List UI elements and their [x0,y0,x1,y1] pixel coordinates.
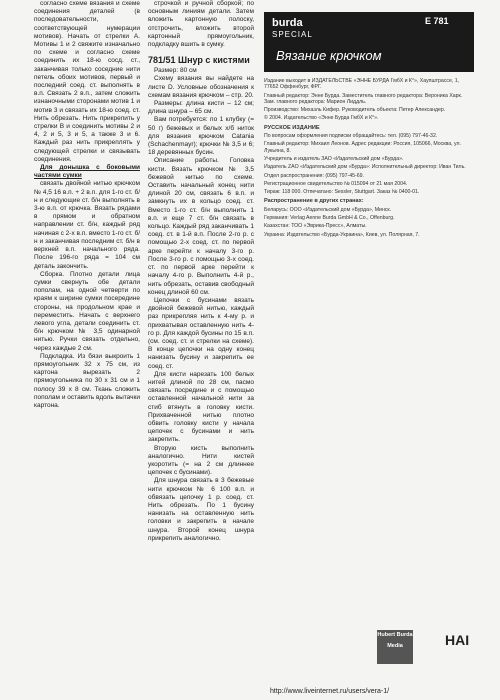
magazine-title: Вязание крючком [276,48,382,63]
pattern-size: Размер: 80 см [154,67,197,75]
paragraph: Для кисти нарезать 100 белых нитей длиной по 28 см, пасмо связать посредине и с помощью оставленной начальной нити за стиб втянуть в головку кисти. Прихваченной нитью плотно обвить головку кисти у начала цепочек с бусинами и нить закрепить. [148,370,254,444]
publisher-logo: HAI [445,632,470,648]
issue-number: E 781 [425,16,449,26]
imprint-line: Издатель ZAO «Издательский дом «Бурда»: Исполнительный директор: Иван Тиль. [264,164,466,171]
paragraph: Описание работы. Головка кисти. Вязать крючком № 3,5 бежевой нитью по схеме. Оставить начальный конец нити длиной 20 см, связать 6 в.п. и замкнуть их в кольцо соед. ст. Вместо 1-го ст. б/н выполнить 1 в.п. и еще 7 ст. б/н связать в кольцо. Каждый ряд заканчивать 1 соед. ст. в 1-й в.п. После 2-го р. с помощью 2-х соед. ст. по первой арке перейти к началу 3-го р. После 3-го р. с помощью 3-х соед. ст. по первой арке перейти к началу 4-го р. Выполнить 4-й р., нить обрезать, оставив свободный конец длиной 60 см. [148,157,254,296]
paragraph: Схему вязания вы найдете на листе D. Условные обозначения к схемам вязания крючком – стр. 20. [148,75,254,99]
imprint-line: Украина: Издательство «Бурда-Украина», Киев, ул. Полярная, 7. [264,231,420,238]
imprint-line: Беларусь: ООО «Издательский дом «Бурда», Минск. [264,206,392,213]
hubert-burda-media-logo: Hubert Burda Media [377,630,413,664]
section-heading: Для донышка с боковыми частями сумки [34,164,140,180]
paragraph: Для шнура связать в 3 бежевые нити крючком № 6 100 в.п. и обвязать цепочку 1 р. соед. ст. Нить обрезать. По 1 бусину нанизать на оставленную нить головки и закрепить в начале шнура. Второй конец шнура прикрепить аналогично. [148,477,254,542]
paragraph: Подкладка. Из бязи выкроить 1 прямоугольник 32 х 75 см, из картона вырезать 2 прямоугольника по 30 х 31 см и 1 полосу 39 х 8 см. Ткань сложить пополам и оставить вдоль вытачки картона. [34,352,140,409]
imprint-line: Производство: Михаэль Кифер. Руководитель объекта: Петер Александер. [264,107,446,114]
text-column-left [34,0,140,410]
pattern-title: 781/51 Шнур с кистями [148,55,250,66]
source-url[interactable]: http://www.liveinternet.ru/users/vera-1/ [270,688,390,695]
imprint-line: Тираж: 118 000. Отпечатано: Sessler, Stuttgart. Заказ № 0400-01. [264,189,420,196]
imprint-line: Казахстан: ТОО «Эврика-Пресс», Алматы. [264,223,367,230]
paragraph: Вторую кисть выполнить аналогично. Нити кистей укоротить (= на 2 см длиннее цепочек с бусинами). [148,444,254,477]
imprint-line: Германия: Verlag Aenne Burda GmbH & Co., Offenburg. [264,215,395,222]
paragraph: Вам потребуется: по 1 клубку (= 50 г) бежевых и белых х/б ниток для вязания крючком Catania (Schachenmayr); крючки № 3,5 и 6; 18 деревянных бусин. [148,116,254,157]
imprint-line: По вопросам оформления подписки обращайтесь: тел. (095) 797-46-32. [264,133,438,140]
imprint-line: Регистрационное свидетельство № 015094 от 21 мая 2004. [264,180,408,187]
paragraph: строчкой и ручной сборкой; по основным линиям детали. Затем вложить картонную полоску, отстрочить, вложить второй картонный прямоугольник, подкладку вшить в сумку. [148,0,254,49]
imprint-block [264,78,474,240]
imprint-line: Отдел распространения: (095) 797-45-69. [264,172,364,179]
imprint-line: Главный редактор: Энне Бурда. Заместитель главного редактора: Вероника Харк. Зам. главного редактора: Марион Лиддль. [264,92,463,105]
paragraph: Размеры: длина кисти – 12 см; длина шнура – 65 см. [148,100,254,116]
paragraph: связать двойной нитью крючком № 4,5 16 в.п. + 2 в.п. для 1-го ст. б/н и следующие ст. б/н выполнять в 3-ю в.п. от крючка. Вязать рядами в прямом и обратном направлении ст. б/н, каждый ряд начиная с 2-х в.п. вместо 1-го ст. б/н и заканчивая последним ст. б/н в верхней в.п. начального ряда. После 196-го ряда = 104 см деталь закончить. [34,180,141,270]
imprint-section: Распространение в других странах: [264,198,364,205]
paragraph: Цепочки с бусинами вязать двойной бежевой нитью, каждый раз прикрепляя нить к 4-му р. и прихватывая оставленную нить 4-го р. Для каждой бусины по 15 в.п. (см. соед. ст. и стрелки на схеме). В конце цепочки на одну конец нанизать бусину и закрепить ее соед. ст. [148,296,254,370]
imprint-section: РУССКОЕ ИЗДАНИЕ [264,124,320,131]
text-column-middle [148,0,254,543]
imprint-line: Издание выходит в ИЗДАТЕЛЬСТВЕ «ЭННЕ БУРДА ГмбХ и К°», Хаупштрассе, 1, 77652 Оффенбург, ФРГ. [264,78,460,91]
imprint-line: Учредитель и издатель ЗАО «Издательский дом «Бурда». [264,155,404,162]
paragraph: Сборка. Плотно детали лица сумки свернуть обе детали пополам, на одной четверти по краям к ширине сумки посередине стороны, на продольном крае и переместить. Начать с верхнего левого угла, детали соединить ст. б/н крючком № 3,5 одинарной нитью. Ручки связать отдельно, через каждые 2 см. [34,270,140,352]
brand-special: SPECIAL [272,30,313,39]
imprint-line: © 2004. Издательство «Энне Бурда ГмбХ и К°». [264,115,379,122]
brand-logo: burda [272,17,303,29]
imprint-line: Главный редактор: Михаил Леонов. Адрес редакции: Россия, 105066, Москва, ул. Лукьяна, 8. [264,141,461,154]
paragraph: согласно схеме вязания и схеме соединения деталей (в последовательности, соответствующей нумерации мотивов). Начать от стрелки A. Мотивы 1 и 2 свяжите изначально по схеме и согласно схеме соединить их 18-ю сосд. ст., заканчивая только соседние нити петель обоих мотивов, первый и последний соед. ст. выполнять в в.п. Связать 2 в.п., затем сложить изнаночными сторонами мотив 1 и мотив 3 и связать их 18-ю соед. ст. Нить обрезать. Нить прикрепить у стрелки B и соединить мотивы 2 и 4, 2 и 5, 3 и 5, а также 3 и 6. Каждый раз нить прикреплять у следующей стрелки и связывать соединения. [34,0,140,163]
